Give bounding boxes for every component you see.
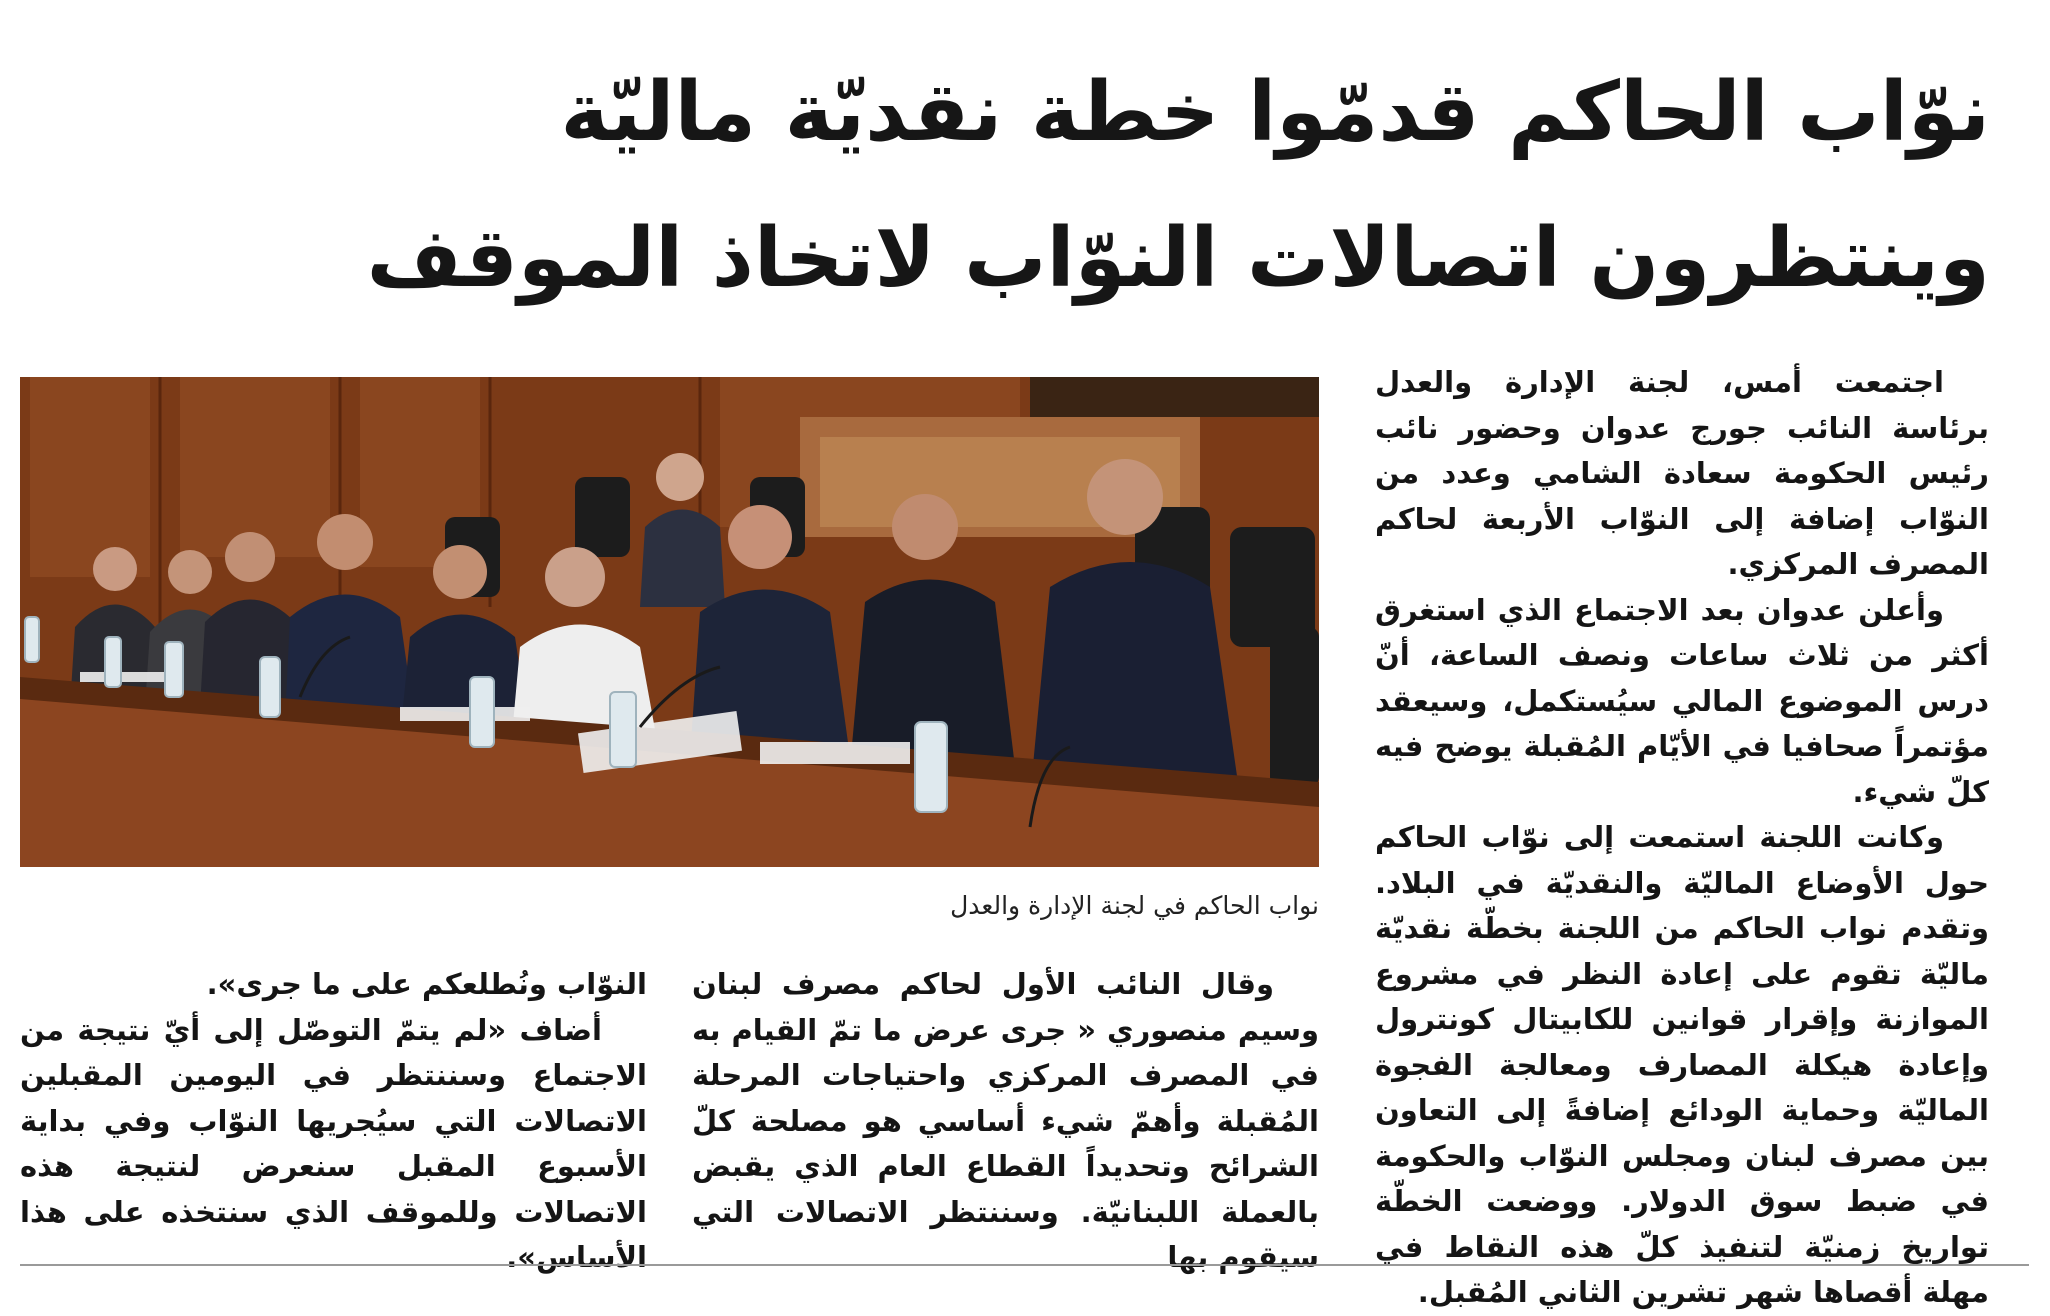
paragraph-5: النوّاب ونُطلعكم على ما جرى». xyxy=(206,967,647,1001)
article-column-right xyxy=(1375,360,1989,1316)
paragraph-2: وأعلن عدوان بعد الاجتماع الذي استغرق أكثر من ثلاث ساعات ونصف الساعة، أنّ درس الموضوع المالي سيُستكمل، وسيعقد مؤتمراً صحافيا في الأيّام المُقبلة يوضح فيه كلّ شيء. xyxy=(1375,592,1989,809)
article-column-left xyxy=(20,962,647,1281)
committee-meeting-photo xyxy=(20,377,1319,867)
headline-line-1: نوّاب الحاكم قدمّوا خطة نقديّة ماليّة xyxy=(560,65,1990,160)
paragraph-1: اجتمعت أمس، لجنة الإدارة والعدل برئاسة النائب جورج عدوان وحضور نائب رئيس الحكومة سعادة الشامي وعدد من النوّاب إضافة إلى النوّاب الأربعة لحاكم المصرف المركزي. xyxy=(1375,365,1989,581)
paragraph-4: وقال النائب الأول لحاكم مصرف لبنان وسيم منصوري « جرى عرض ما تمّ القيام به في المصرف المركزي واحتياجات المرحلة المُقبلة وأهمّ شيء أساسي هو مصلحة كلّ الشرائح وتحديداً القطاع العام الذي يقبض بالعملة اللبنانيّة. وسننتظر الاتصالات التي سيقوم بها xyxy=(692,967,1319,1274)
paragraph-6: أضاف «لم يتمّ التوصّل إلى أيّ نتيجة من الاجتماع وسننتظر في اليومين المقبلين الاتصالات التي سيُجريها النوّاب وفي بداية الأسبوع المقبل سنعرض لنتيجة هذه الاتصالات وللموقف الذي سنتخذه على هذا الأساس». xyxy=(20,1012,647,1274)
article-column-middle xyxy=(692,962,1319,1281)
headline-line-2: وينتظرون اتصالات النوّاب لاتخاذ الموقف xyxy=(366,211,1990,306)
paragraph-3: وكانت اللجنة استمعت إلى نوّاب الحاكم حول الأوضاع الماليّة والنقديّة في البلاد. وتقدم نواب الحاكم من اللجنة بخطّة نقديّة ماليّة تقوم على إعادة النظر في مشروع الموازنة وإقرار قوانين للكابيتال كونترول وإعادة هيكلة المصارف ومعالجة الفجوة الماليّة وحماية الودائع إضافةً إلى التعاون بين مصرف لبنان ومجلس النوّاب والحكومة في ضبط سوق الدولار. ووضعت الخطّة تواريخ زمنيّة لتنفيذ كلّ هذه النقاط في مهلة أقصاها شهر تشرين الثاني المُقبل. xyxy=(1375,820,1989,1309)
photo-caption: نواب الحاكم في لجنة الإدارة والعدل xyxy=(950,891,1319,920)
bottom-divider xyxy=(20,1264,2029,1266)
